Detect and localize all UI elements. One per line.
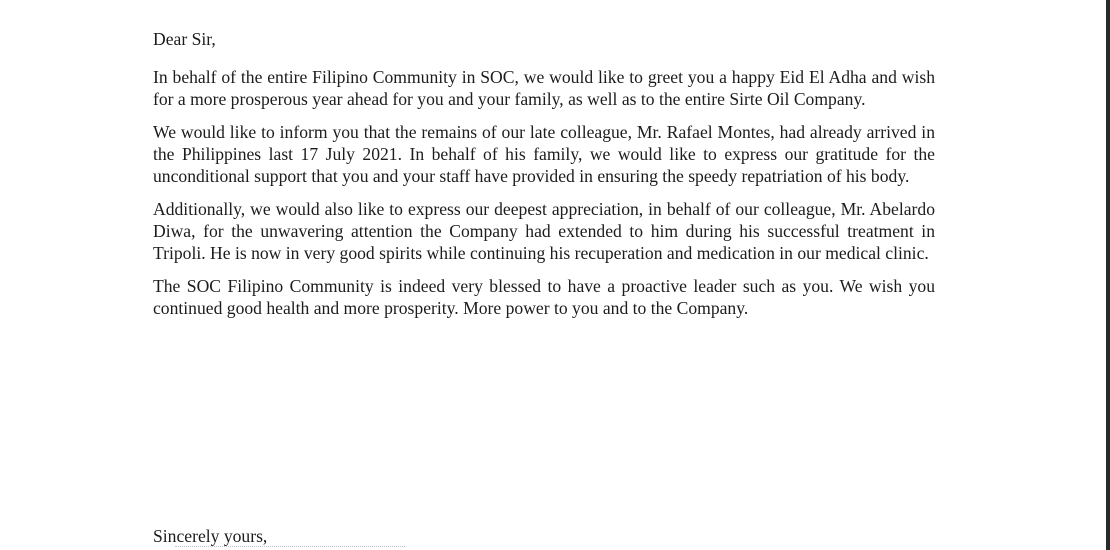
- paragraph-greeting: In behalf of the entire Filipino Community in SOC, we would like to greet you a happy Eid El Adha and wish for a more prosperous year ahead for you and your family, as well as to the entire Sirte Oil Company.: [153, 67, 935, 109]
- signature-line: [175, 546, 405, 550]
- letter-body: [153, 66, 935, 330]
- closing: Sincerely yours,: [153, 526, 268, 546]
- paragraph-appreciation: Additionally, we would also like to express our deepest appreciation, in behalf of our colleague, Mr. Abelardo Diwa, for the unwavering attention the Company had extended to him during his successful treatment in Tripoli. He is now in very good spirits while continuing his recuperation and medication in our medical clinic.: [153, 199, 935, 263]
- scan-edge-border: [1106, 0, 1110, 550]
- salutation: Dear Sir,: [153, 29, 216, 49]
- paragraph-repatriation: We would like to inform you that the remains of our late colleague, Mr. Rafael Montes, had already arrived in the Philippines last 17 July 2021. In behalf of his family, we would like to express our gratitude for the unconditional support that you and your staff have provided in ensuring the speedy repatriation of his body.: [153, 122, 935, 186]
- paragraph-closing-wishes: The SOC Filipino Community is indeed very blessed to have a proactive leader such as you. We wish you continued good health and more prosperity. More power to you and to the Company.: [153, 276, 935, 318]
